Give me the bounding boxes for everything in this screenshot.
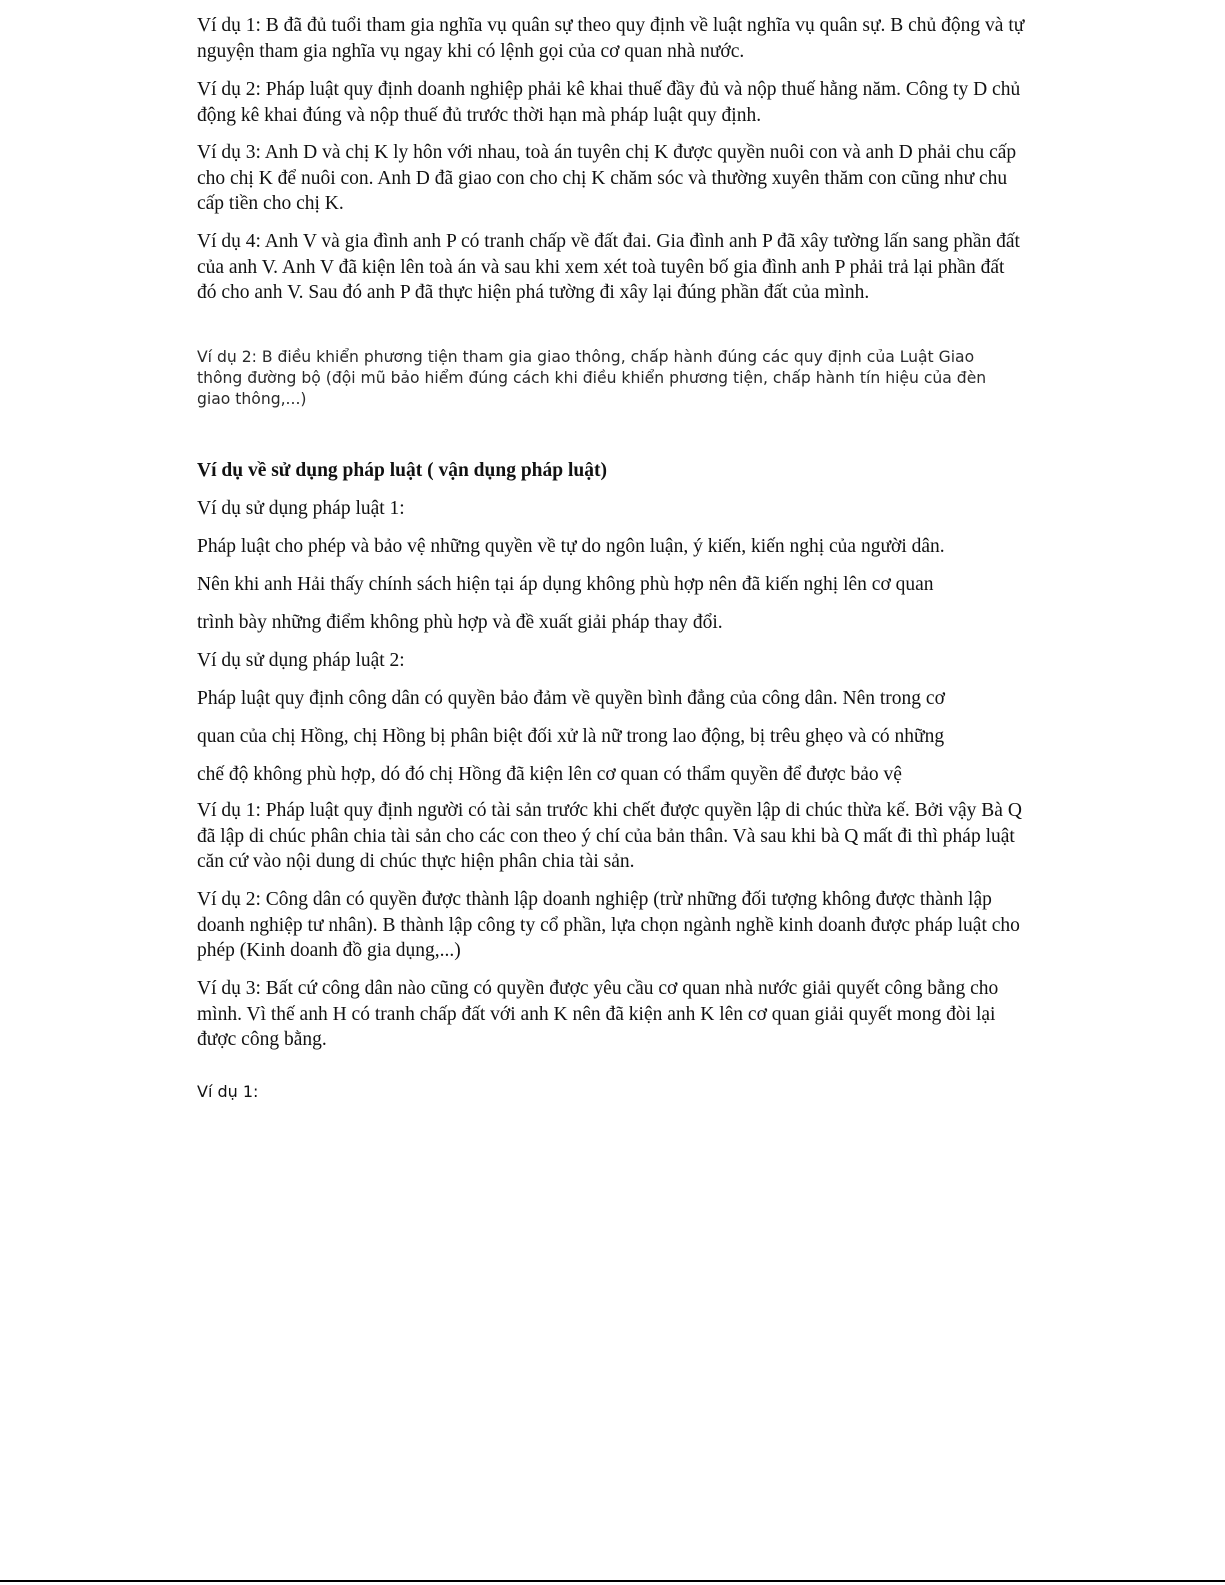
paragraph-usage-example-2-line-2: quan của chị Hồng, chị Hồng bị phân biệt đối xử là nữ trong lao động, bị trêu ghẹo và có những: [197, 726, 945, 747]
paragraph-usage-example-1-line-2: Nên khi anh Hải thấy chính sách hiện tại áp dụng không phù hợp nên đã kiến nghị lên cơ quan: [197, 574, 934, 595]
paragraph-example-3-fair-resolution: Ví dụ 3: Bất cứ công dân nào cũng có quyền được yêu cầu cơ quan nhà nước giải quyết công bằng cho mình. Vì thế anh H có tranh chấp đất với anh K nên đã kiện anh K lên cơ quan giải quyết mong đòi lại được công bằng.: [197, 978, 999, 1051]
paragraph-example-1-military-service: Ví dụ 1: B đã đủ tuổi tham gia nghĩa vụ quân sự theo quy định về luật nghĩa vụ quân sự. B chủ động và tự nguyện tham gia nghĩa vụ ngay khi có lệnh gọi của cơ quan nhà nước.: [197, 15, 1025, 62]
paragraph-usage-example-2-line-3: chế độ không phù hợp, dó đó chị Hồng đã kiện lên cơ quan có thẩm quyền để được bảo vệ: [197, 764, 902, 785]
paragraph-usage-example-1-line-3: trình bày những điểm không phù hợp và đề xuất giải pháp thay đổi.: [197, 612, 723, 633]
paragraph-usage-example-1-line-1: Pháp luật cho phép và bảo vệ những quyền về tự do ngôn luận, ý kiến, kiến nghị của người dân.: [197, 536, 945, 557]
paragraph-example-2-enterprise: Ví dụ 2: Công dân có quyền được thành lập doanh nghiệp (trừ những đối tượng không được thành lập doanh nghiệp tư nhân). B thành lập công ty cổ phần, lựa chọn ngành nghề kinh doanh được pháp luật cho phép (Kinh doanh đồ gia dụng,...): [197, 889, 1020, 962]
section-heading-law-usage: Ví dụ về sử dụng pháp luật ( vận dụng pháp luật): [197, 460, 607, 481]
paragraph-example-2-tax: Ví dụ 2: Pháp luật quy định doanh nghiệp phải kê khai thuế đầy đủ và nộp thuế hằng năm. Công ty D chủ động kê khai đúng và nộp thuế đủ trước thời hạn mà pháp luật quy định.: [197, 79, 1021, 126]
paragraph-example-1-inheritance: Ví dụ 1: Pháp luật quy định người có tài sản trước khi chết được quyền lập di chúc thừa kế. Bởi vậy Bà Q đã lập di chúc phân chia tài sản cho các con theo ý chí của bản thân. Và sau khi bà Q mất đi thì pháp luật căn cứ vào nội dung di chúc thực hiện phân chia tài sản.: [197, 800, 1022, 873]
paragraph-example-4-land-dispute: Ví dụ 4: Anh V và gia đình anh P có tranh chấp về đất đai. Gia đình anh P đã xây tường lấn sang phần đất của anh V. Anh V đã kiện lên toà án và sau khi xem xét toà tuyên bố gia đình anh P phải trả lại phần đất đó cho anh V. Sau đó anh P đã thực hiện phá tường đi xây lại đúng phần đất của mình.: [197, 231, 1020, 304]
paragraph-usage-example-1-label: Ví dụ sử dụng pháp luật 1:: [197, 498, 405, 519]
page-bottom-border: [0, 1580, 1225, 1582]
paragraph-example-3-divorce: Ví dụ 3: Anh D và chị K ly hôn với nhau, toà án tuyên chị K được quyền nuôi con và anh D phải chu cấp cho chị K để nuôi con. Anh D đã giao con cho chị K chăm sóc và thường xuyên thăm con cũng như chu cấp tiền cho chị K.: [197, 142, 1017, 215]
paragraph-usage-example-2-label: Ví dụ sử dụng pháp luật 2:: [197, 650, 405, 671]
paragraph-example-2-traffic: Ví dụ 2: B điều khiển phương tiện tham gia giao thông, chấp hành đúng các quy định của Luật Giao thông đường bộ (đội mũ bảo hiểm đúng cách khi điều khiển phương tiện, chấp hành tín hiệu của đèn giao thông,...): [197, 348, 987, 408]
paragraph-usage-example-2-line-1: Pháp luật quy định công dân có quyền bảo đảm về quyền bình đẳng của công dân. Nên trong cơ: [197, 688, 945, 709]
paragraph-example-1-empty: Ví dụ 1:: [197, 1082, 259, 1101]
